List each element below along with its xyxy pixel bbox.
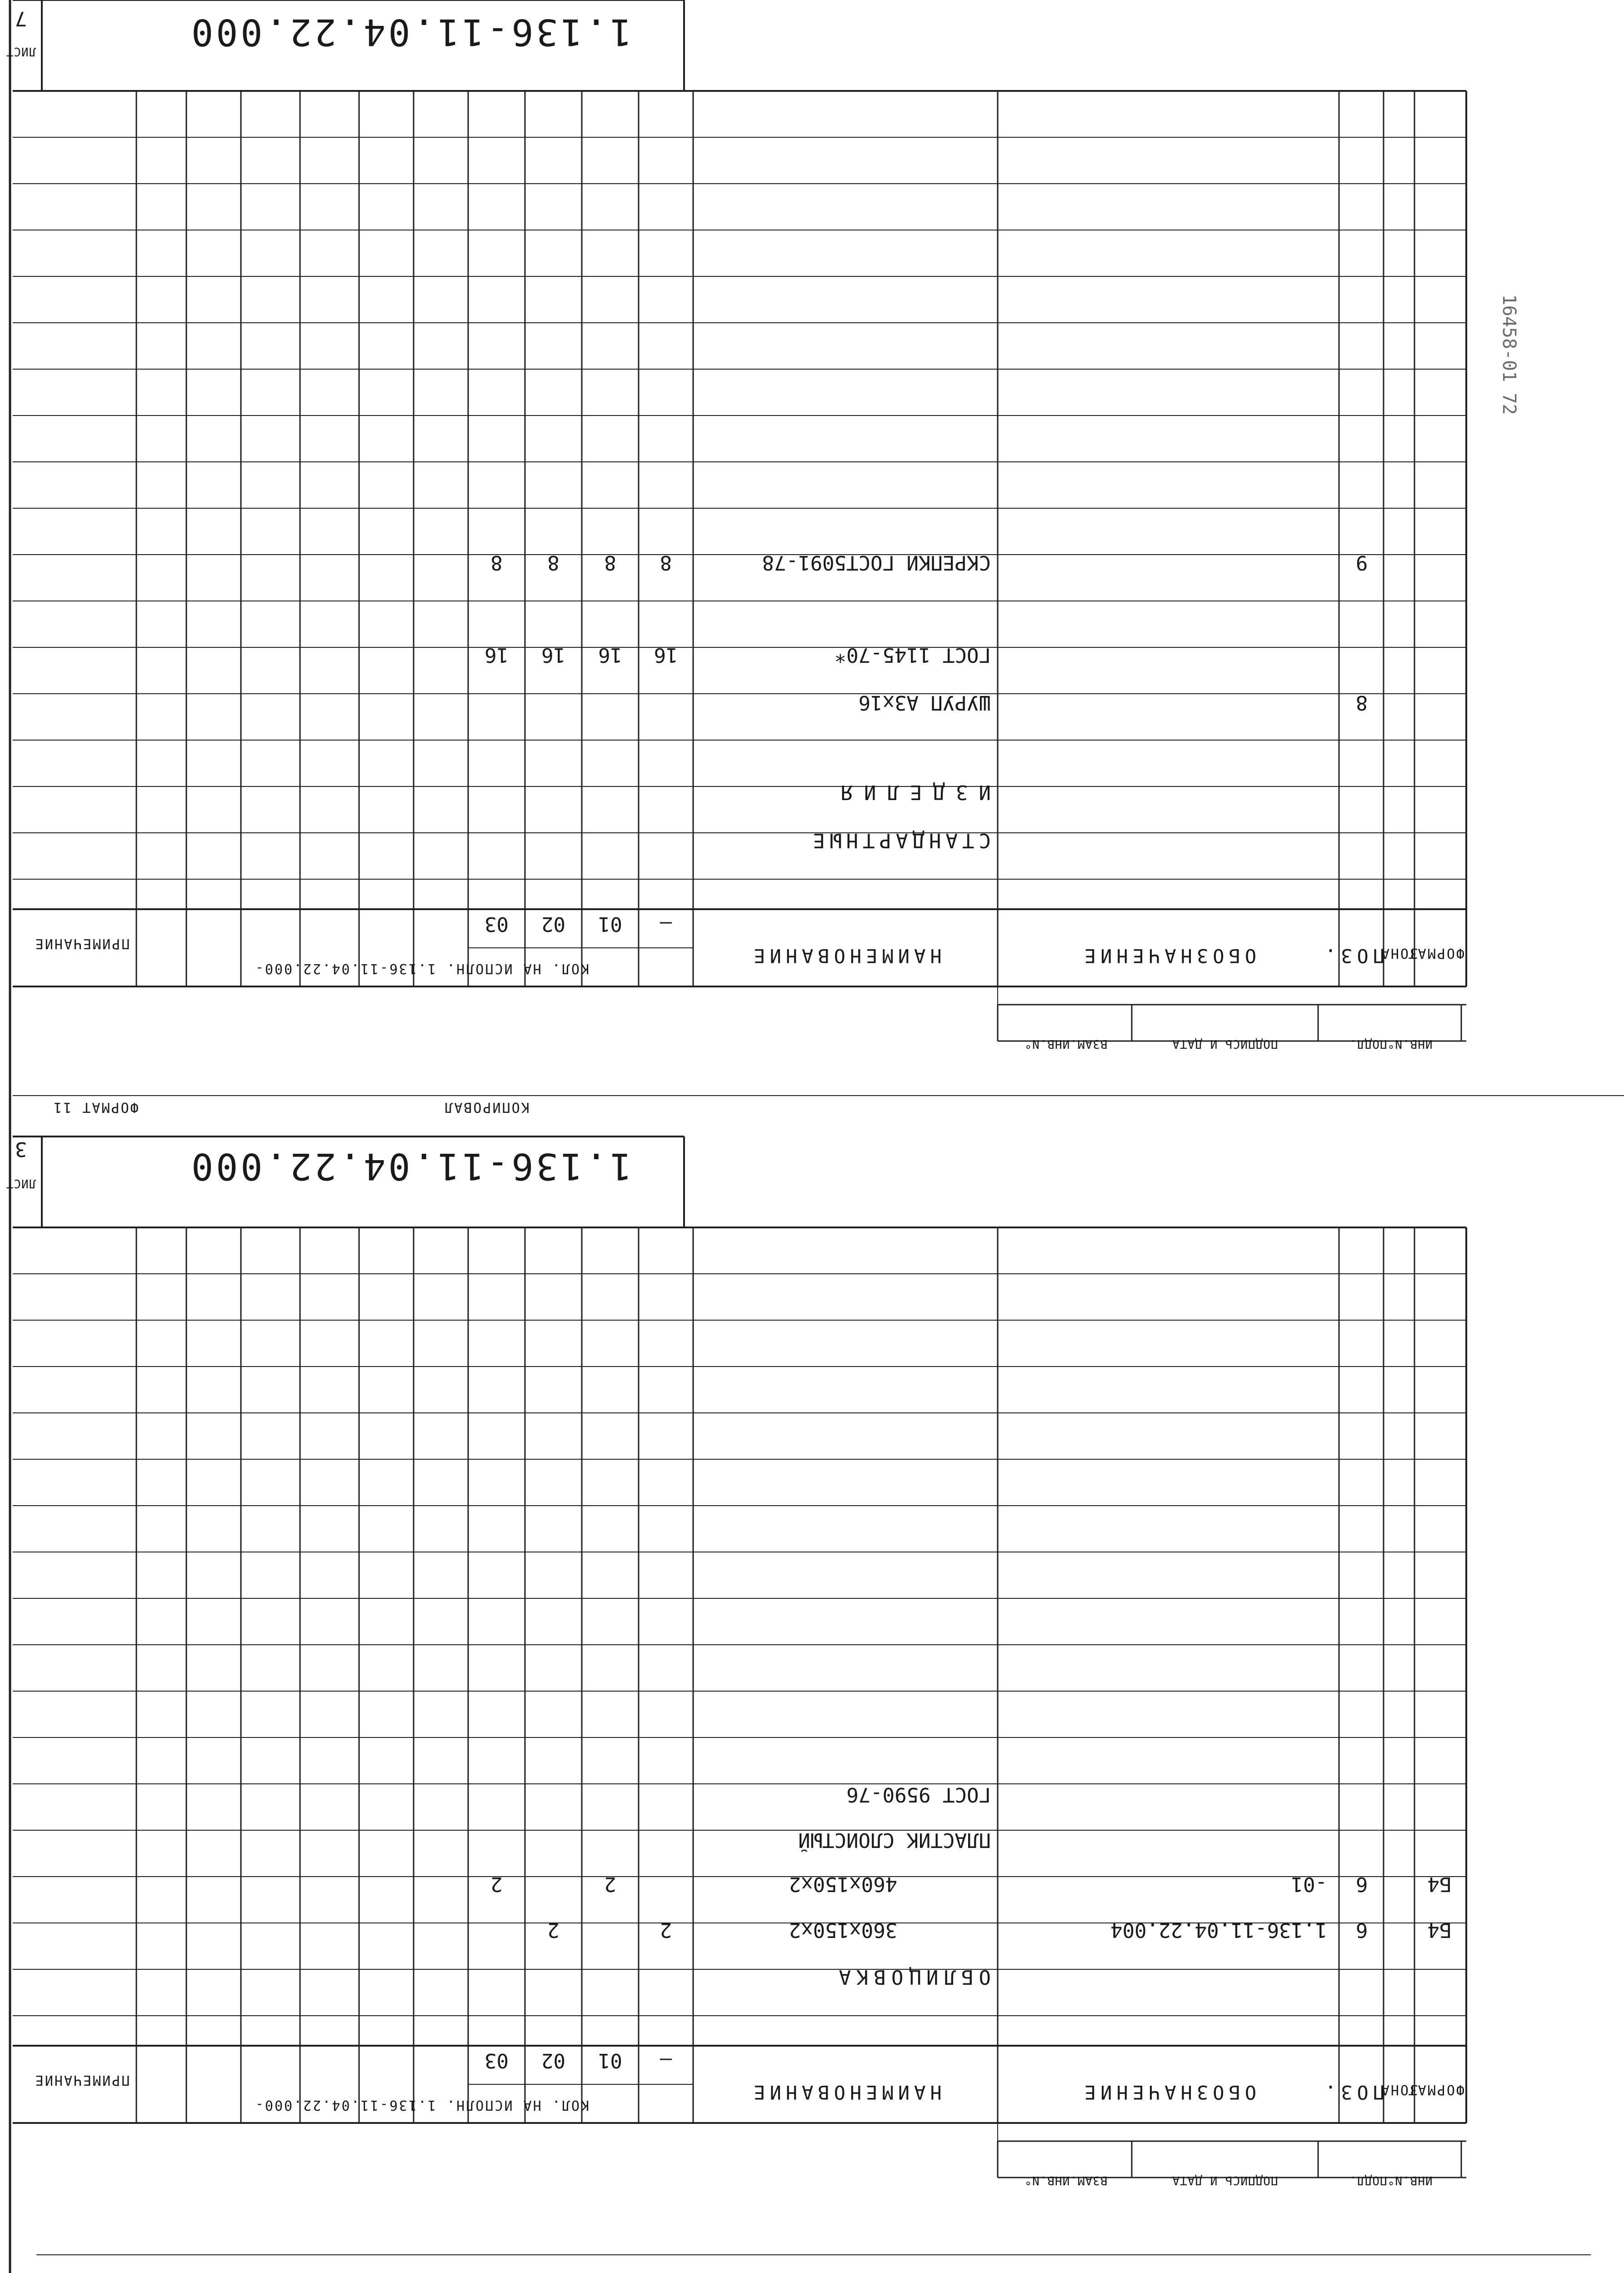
bottom-header-variant: 01 (598, 2049, 622, 2072)
bottom-row-name: ПЛАСТИК СЛОИСТЫЙ (798, 1828, 991, 1852)
bottom-row-format: Б4 (1427, 1872, 1452, 1896)
top-header-variant: 03 (485, 912, 509, 936)
top-row-name: ИЗДЕЛИЯ (830, 781, 991, 804)
top-row-qty: 8 (660, 551, 672, 574)
bottom-sheet-side-label: ЛИСТ (5, 1177, 36, 1190)
bottom-title-block: 1.136-11.04.22.000 (189, 1145, 632, 1187)
top-header-format: ФОРМАТ (1407, 945, 1464, 961)
bottom-row-pos: 6 (1355, 1872, 1368, 1896)
top-header-variant: 02 (541, 912, 565, 936)
bottom-row-name: ГОСТ 9590-76 (846, 1783, 991, 1806)
margin-note: 16458-01 72 (1499, 294, 1519, 415)
top-row-name: ШУРУП А3х16 (858, 691, 991, 714)
bottom-row-name: ОБЛИЦОВКА (833, 1965, 991, 1988)
bottom-header-note: ПРИМЕЧАНИЕ (34, 2072, 130, 2088)
bottom-header-variant: 03 (485, 2049, 509, 2072)
top-header-name: НАИМЕНОВАНИЕ (749, 945, 942, 967)
top-header-qty-title: КОЛ. НА ИСПОЛН. 1.136-11.04.22.000- (254, 961, 590, 976)
bottom-header-variant: 02 (541, 2049, 565, 2072)
bottom-row-name: 460х150х2 (789, 1872, 898, 1896)
top-sheet-number: 7 (15, 7, 27, 30)
top-row-qty: 16 (541, 643, 565, 666)
bottom-header-pos: ПОЗ. (1320, 2081, 1384, 2103)
bottom-row-designation: 1.136-11.04.22.004 (1110, 1918, 1327, 1942)
bottom-header-zone: ЗОНА (1379, 2082, 1418, 2098)
bottom-row-format: Б4 (1427, 1918, 1452, 1942)
top-sign-inv-podl: ИНВ.N°ПОДЛ. (1349, 1037, 1433, 1051)
top-row-pos: 8 (1355, 691, 1368, 714)
footer-copied-label: КОПИРОВАЛ (443, 1099, 530, 1115)
bottom-row-name: 360х150х2 (789, 1918, 898, 1942)
top-row-qty: 16 (654, 643, 678, 666)
top-sign-signature-date: ПОДПИСЬ И ДАТА (1172, 1037, 1278, 1051)
bottom-sign-vzam-inv: ВЗАМ.ИНВ.N° (1024, 2173, 1108, 2187)
bottom-row-qty: 2 (547, 1918, 560, 1942)
top-row-qty: 8 (547, 551, 560, 574)
bottom-sign-inv-podl: ИНВ.N°ПОДЛ. (1349, 2173, 1433, 2187)
top-header-zone: ЗОНА (1379, 945, 1418, 961)
bottom-sign-signature-date: ПОДПИСЬ И ДАТА (1172, 2173, 1278, 2187)
top-row-name: СТАНДАРТНЫЕ (808, 829, 991, 852)
top-sheet-side-label: ЛИСТ (5, 45, 36, 58)
bottom-header-variant: – (660, 2049, 672, 2072)
top-header-variant: 01 (598, 912, 622, 936)
top-sign-vzam-inv: ВЗАМ.ИНВ.N° (1024, 1037, 1108, 1051)
top-row-name: СКРЕПКИ ГОСТ5091-78 (762, 551, 991, 574)
bottom-header-format: ФОРМАТ (1407, 2082, 1464, 2098)
top-row-name: ГОСТ 1145-70* (834, 643, 991, 666)
top-header-variant: – (660, 912, 672, 936)
footer-format-label: ФОРМАТ 11 (52, 1099, 139, 1115)
bottom-row-pos: 6 (1355, 1918, 1368, 1942)
top-row-qty: 16 (598, 643, 622, 666)
top-header-designation: ОБОЗНАЧЕНИЕ (1079, 945, 1257, 967)
bottom-header-name: НАИМЕНОВАНИЕ (749, 2081, 942, 2103)
bottom-row-designation: -01 (1291, 1872, 1327, 1896)
bottom-row-qty: 2 (490, 1872, 503, 1896)
bottom-header-designation: ОБОЗНАЧЕНИЕ (1079, 2081, 1257, 2103)
top-row-qty: 8 (604, 551, 616, 574)
bottom-row-qty: 2 (660, 1918, 672, 1942)
bottom-header-qty-title: КОЛ. НА ИСПОЛН. 1.136-11.04.22.000- (254, 2097, 590, 2113)
top-row-qty: 16 (485, 643, 509, 666)
top-row-qty: 8 (490, 551, 503, 574)
top-header-note: ПРИМЕЧАНИЕ (34, 936, 130, 951)
top-title-block: 1.136-11.04.22.000 (189, 11, 632, 53)
bottom-row-qty: 2 (604, 1872, 616, 1896)
top-row-pos: 9 (1355, 551, 1368, 574)
top-header-pos: ПОЗ. (1320, 945, 1384, 967)
bottom-sheet-number: 3 (15, 1137, 27, 1161)
